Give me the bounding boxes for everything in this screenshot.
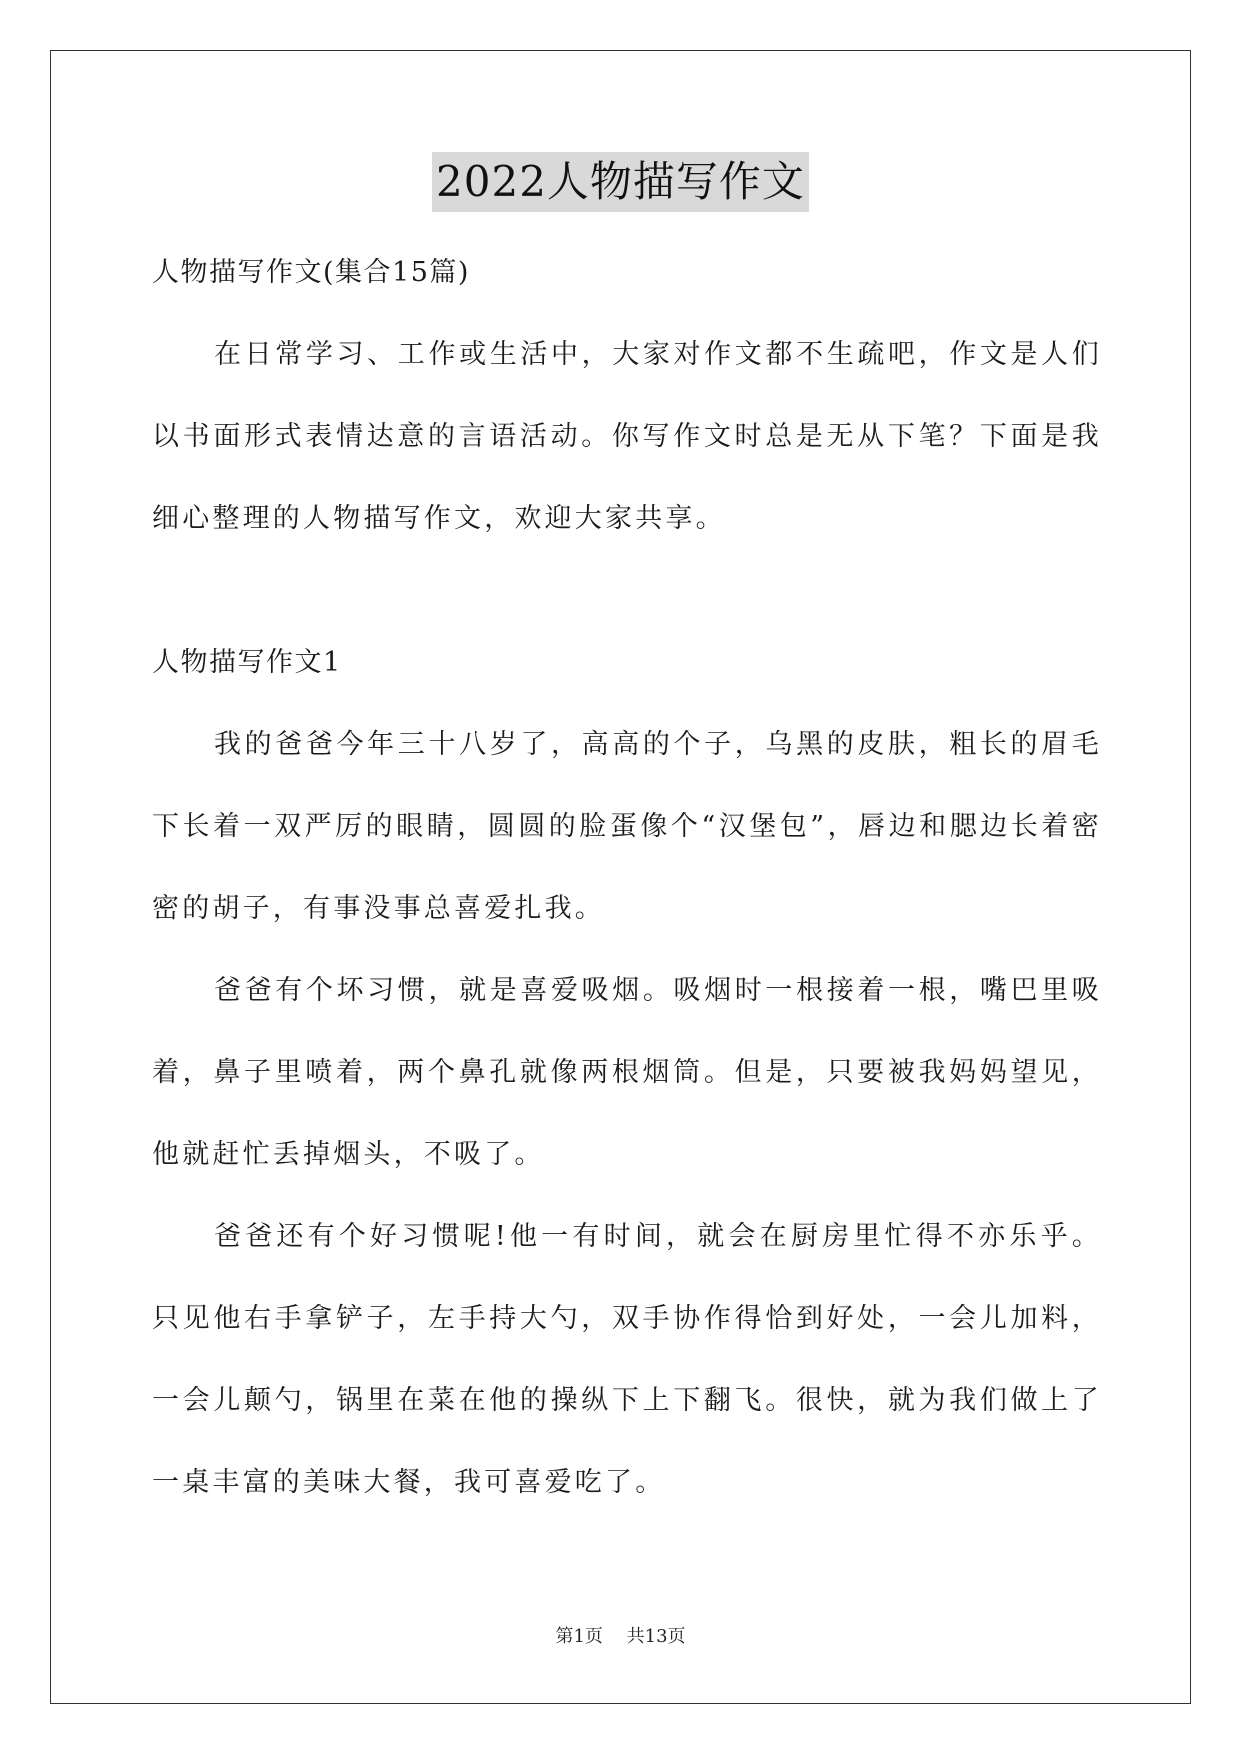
document-title: 2022人物描写作文 xyxy=(432,152,809,212)
section-heading: 人物描写作文1 xyxy=(152,647,342,678)
title-container xyxy=(0,152,1241,212)
body-paragraph-2: 爸爸有个坏习惯，就是喜爱吸烟。吸烟时一根接着一根，嘴巴里吸着，鼻子里喷着，两个鼻孔就像两根烟筒。但是，只要被我妈妈望见，他就赶忙丢掉烟头，不吸了。 xyxy=(152,975,1102,1170)
document-subtitle: 人物描写作文(集合15篇) xyxy=(152,257,470,288)
intro-paragraph: 在日常学习、工作或生活中，大家对作文都不生疏吧，作文是人们以书面形式表情达意的言语活动。你写作文时总是无从下笔？下面是我细心整理的人物描写作文，欢迎大家共享。 xyxy=(152,339,1102,534)
page-number: 第1页 xyxy=(555,1626,603,1647)
page-total: 共13页 xyxy=(626,1626,686,1647)
page-footer xyxy=(0,1622,1241,1648)
document-body xyxy=(152,232,1102,1524)
body-paragraph-1: 我的爸爸今年三十八岁了，高高的个子，乌黑的皮肤，粗长的眉毛下长着一双严厉的眼睛，圆圆的脸蛋像个“汉堡包”，唇边和腮边长着密密的胡子，有事没事总喜爱扎我。 xyxy=(152,729,1102,924)
body-paragraph-3: 爸爸还有个好习惯呢!他一有时间，就会在厨房里忙得不亦乐乎。只见他右手拿铲子，左手持大勺，双手协作得恰到好处，一会儿加料，一会儿颠勺，锅里在菜在他的操纵下上下翻飞。很快，就为我们做上了一桌丰富的美味大餐，我可喜爱吃了。 xyxy=(152,1221,1102,1498)
